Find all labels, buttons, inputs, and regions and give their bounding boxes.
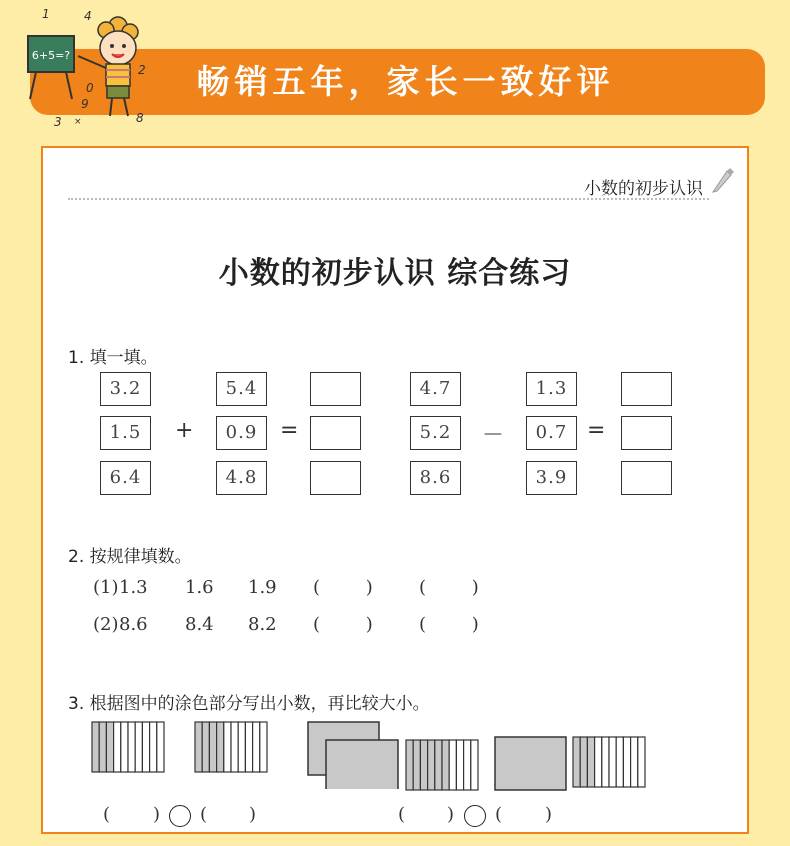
strip-8 bbox=[142, 722, 149, 772]
strip-4 bbox=[428, 740, 435, 790]
seq-2-prefix: (2) bbox=[93, 614, 119, 635]
strip-7 bbox=[616, 737, 623, 787]
question-2-label: 2. 按规律填数。 bbox=[68, 547, 192, 567]
q1-sub-answer-2[interactable] bbox=[621, 416, 672, 450]
header-title: 小数的初步认识 bbox=[584, 179, 703, 199]
q1-sub-a-1: 4.7 bbox=[410, 372, 461, 406]
mascot-illustration bbox=[14, 4, 164, 134]
equals-sign: = bbox=[280, 418, 299, 443]
strip-7 bbox=[135, 722, 142, 772]
seq-2-value-1: 8.6 bbox=[119, 614, 148, 635]
seq-1-blank-2[interactable]: ( ) bbox=[419, 577, 479, 598]
compare-circle-2[interactable] bbox=[464, 805, 486, 827]
q1-add-answer-2[interactable] bbox=[310, 416, 361, 450]
q1-sub-answer-1[interactable] bbox=[621, 372, 672, 406]
seq-2-value-2: 8.4 bbox=[185, 614, 214, 635]
number-2: 2 bbox=[138, 63, 146, 77]
q1-add-answer-3[interactable] bbox=[310, 461, 361, 495]
q1-sub-a-3: 8.6 bbox=[410, 461, 461, 495]
tenths-figure-4 bbox=[572, 736, 646, 792]
strip-9 bbox=[631, 737, 638, 787]
chalkboard-text: 6+5=? bbox=[31, 49, 71, 62]
square-figure-single bbox=[494, 736, 568, 792]
strip-2 bbox=[580, 737, 587, 787]
strip-5 bbox=[435, 740, 442, 790]
q1-add-b-2: 0.9 bbox=[216, 416, 267, 450]
number-3: 3 bbox=[54, 115, 62, 129]
tenths-figure-3 bbox=[405, 739, 479, 793]
q1-sub-a-2: 5.2 bbox=[410, 416, 461, 450]
strip-4 bbox=[114, 722, 121, 772]
q1-sub-b-2: 0.7 bbox=[526, 416, 577, 450]
header-divider bbox=[68, 198, 709, 200]
q3-blank-3-close: ) bbox=[447, 804, 455, 825]
strip-10 bbox=[638, 737, 645, 787]
number-1: 1 bbox=[42, 7, 50, 21]
strip-4 bbox=[217, 722, 224, 772]
strip-2 bbox=[99, 722, 106, 772]
strip-3 bbox=[587, 737, 594, 787]
q3-blank-1-close: ) bbox=[153, 804, 161, 825]
strip-5 bbox=[602, 737, 609, 787]
strip-6 bbox=[442, 740, 449, 790]
q1-add-a-3: 6.4 bbox=[100, 461, 151, 495]
strip-10 bbox=[260, 722, 267, 772]
strip-6 bbox=[231, 722, 238, 772]
q1-add-b-1: 5.4 bbox=[216, 372, 267, 406]
q1-add-b-3: 4.8 bbox=[216, 461, 267, 495]
strip-5 bbox=[121, 722, 128, 772]
strip-6 bbox=[128, 722, 135, 772]
square-figure-pair bbox=[307, 721, 401, 789]
shaded-square bbox=[495, 737, 566, 790]
strip-5 bbox=[224, 722, 231, 772]
seq-2-value-3: 8.2 bbox=[248, 614, 277, 635]
strip-1 bbox=[92, 722, 99, 772]
q1-add-answer-1[interactable] bbox=[310, 372, 361, 406]
q1-add-a-1: 3.2 bbox=[100, 372, 151, 406]
number-8: 8 bbox=[136, 111, 144, 125]
q3-blank-2-open: ( bbox=[200, 804, 208, 825]
strip-4 bbox=[595, 737, 602, 787]
strip-1 bbox=[195, 722, 202, 772]
strip-3 bbox=[106, 722, 113, 772]
banner-text: 畅销五年，家长一致好评 bbox=[196, 62, 615, 101]
strip-3 bbox=[209, 722, 216, 772]
strip-7 bbox=[449, 740, 456, 790]
page-title: 小数的初步认识 综合练习 bbox=[218, 256, 572, 291]
q3-blank-4-close: ) bbox=[545, 804, 553, 825]
tenths-figure-1 bbox=[91, 721, 169, 775]
strip-9 bbox=[253, 722, 260, 772]
strip-9 bbox=[464, 740, 471, 790]
q1-sub-b-3: 3.9 bbox=[526, 461, 577, 495]
seq-2-blank-2[interactable]: ( ) bbox=[419, 614, 479, 635]
strip-8 bbox=[245, 722, 252, 772]
strip-2 bbox=[202, 722, 209, 772]
seq-1-value-1: 1.3 bbox=[119, 577, 148, 598]
number-0: 0 bbox=[86, 81, 94, 95]
compare-circle-1[interactable] bbox=[169, 805, 191, 827]
times-symbol: × bbox=[74, 117, 82, 127]
shaded-square-front bbox=[326, 740, 398, 789]
strip-1 bbox=[406, 740, 413, 790]
q3-blank-4-open: ( bbox=[495, 804, 503, 825]
strip-7 bbox=[238, 722, 245, 772]
seq-1-prefix: (1) bbox=[93, 577, 119, 598]
question-1-label: 1. 填一填。 bbox=[68, 348, 158, 368]
pencil-icon bbox=[709, 165, 735, 193]
q1-sub-b-1: 1.3 bbox=[526, 372, 577, 406]
q3-blank-1-open: ( bbox=[103, 804, 111, 825]
q3-blank-2-close: ) bbox=[249, 804, 257, 825]
strip-8 bbox=[456, 740, 463, 790]
q3-blank-3-open: ( bbox=[398, 804, 406, 825]
plus-sign: + bbox=[175, 418, 194, 443]
q1-add-a-2: 1.5 bbox=[100, 416, 151, 450]
equals-sign-2: = bbox=[587, 418, 606, 443]
question-3-label: 3. 根据图中的涂色部分写出小数，再比较大小。 bbox=[68, 694, 430, 714]
strip-8 bbox=[623, 737, 630, 787]
strip-9 bbox=[150, 722, 157, 772]
seq-1-blank-1[interactable]: ( ) bbox=[313, 577, 373, 598]
strip-2 bbox=[413, 740, 420, 790]
seq-1-value-3: 1.9 bbox=[248, 577, 277, 598]
strip-3 bbox=[420, 740, 427, 790]
tenths-figure-2 bbox=[194, 721, 272, 775]
seq-2-blank-1[interactable]: ( ) bbox=[313, 614, 373, 635]
minus-sign: － bbox=[482, 423, 505, 448]
strip-10 bbox=[157, 722, 164, 772]
seq-1-value-2: 1.6 bbox=[185, 577, 214, 598]
q1-sub-answer-3[interactable] bbox=[621, 461, 672, 495]
strip-6 bbox=[609, 737, 616, 787]
number-9: 9 bbox=[81, 97, 89, 111]
strip-10 bbox=[471, 740, 478, 790]
strip-1 bbox=[573, 737, 580, 787]
number-4: 4 bbox=[84, 9, 92, 23]
worksheet bbox=[41, 146, 749, 834]
